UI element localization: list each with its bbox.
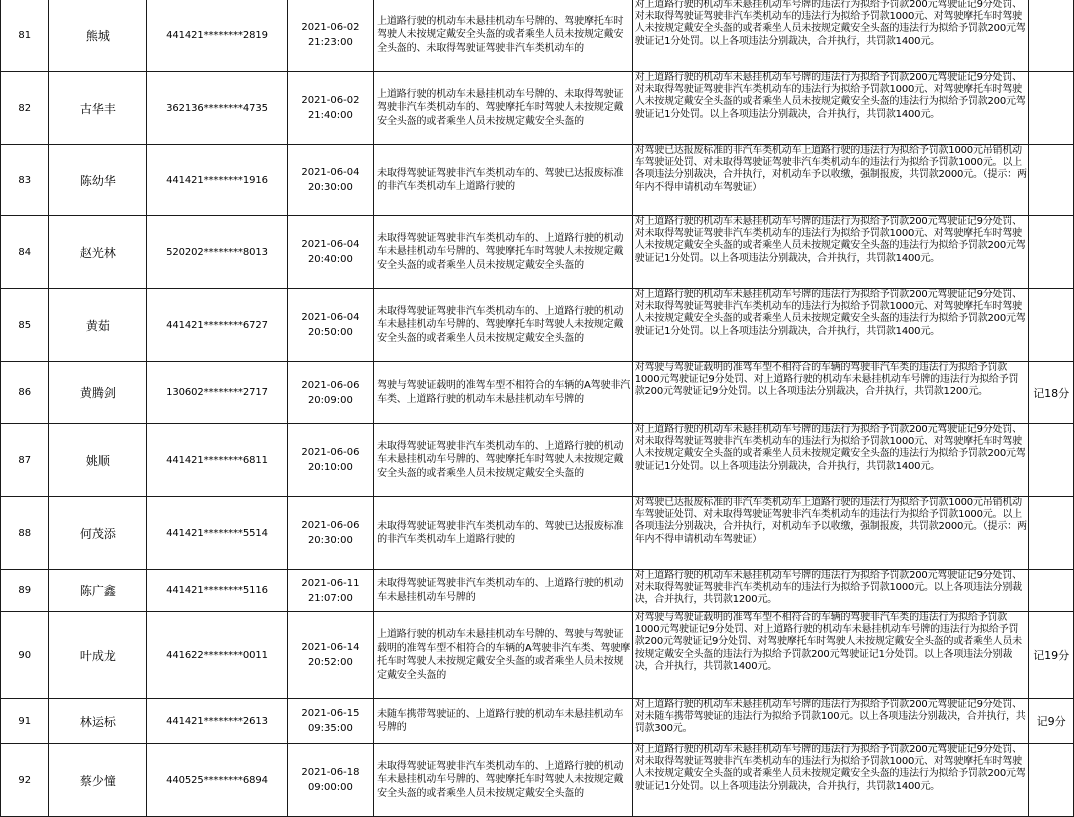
violation-acts-text: 未取得驾驶证驾驶非汽车类机动车的、驾驶已达报废标准的非汽车类机动车上道路行驶的 <box>377 167 624 192</box>
violation-datetime <box>287 289 373 362</box>
penalty-text: 对驾驶已达报废标准的非汽车类机动车上道路行驶的违法行为拟给予罚款1000元吊销机动车驾驶证处罚、对未取得驾驶证驾驶非汽车类机动车的违法行为拟给予罚款1000元。以上各项违法分别裁决，合并执行，对机动车予以收缴，强制报废，共罚款2000元。（提示：两年内不得申请机动车驾驶证） <box>634 145 1027 193</box>
penalty-text: 对上道路行驶的机动车未悬挂机动车号牌的违法行为拟给予罚款200元驾驶证记9分处罚、对未取得驾驶证驾驶非汽车类机动车的违法行为拟给予罚款1000元、对驾驶摩托车时驾驶人未按规定戴安全头盔的或者乘坐人员未按规定戴安全头盔的违法行为拟给予罚款200元驾驶证记1分处罚。以上各项违法分别裁决，合并执行，共罚款1400元。 <box>634 424 1026 472</box>
table-row <box>1 289 1074 362</box>
violation-acts-text: 上道路行驶的机动车未悬挂机动车号牌的、驾驶摩托车时驾驶人未按规定戴安全头盔的或者乘坐人员未按规定戴安全头盔的、未取得驾驶证驾驶非汽车类机动车的 <box>377 15 624 54</box>
id-number: 130602********2717 <box>147 362 287 424</box>
violation-time: 20:50:00 <box>307 327 353 338</box>
violation-datetime <box>287 0 373 72</box>
violation-acts <box>374 424 633 497</box>
id-number: 441622********0011 <box>147 612 287 699</box>
table-row <box>1 570 1074 612</box>
violation-time: 20:40:00 <box>307 254 353 265</box>
penalty-text: 对上道路行驶的机动车未悬挂机动车号牌的违法行为拟给予罚款200元驾驶证记9分处罚、对未取得驾驶证驾驶非汽车类机动车的违法行为拟给予罚款1000元、对驾驶摩托车时驾驶人未按规定戴安全头盔的或者乘坐人员未按规定戴安全头盔的违法行为拟给予罚款200元驾驶证记1分处罚。以上各项违法分别裁决，合并执行，共罚款1400元。 <box>634 216 1026 264</box>
person-name: 何茂添 <box>49 497 147 570</box>
points-deducted <box>1029 145 1074 216</box>
violation-date: 2021-06-04 <box>301 167 360 178</box>
violation-time: 09:00:00 <box>307 782 353 793</box>
table-row <box>1 72 1074 145</box>
violation-time: 20:30:00 <box>307 535 353 546</box>
person-name: 陈幼华 <box>49 145 147 216</box>
penalty-decision <box>632 145 1029 216</box>
violation-time: 20:30:00 <box>307 182 353 193</box>
penalty-decision <box>632 0 1029 72</box>
table-row <box>1 362 1074 424</box>
id-number: 520202********8013 <box>147 216 287 289</box>
violation-acts-text: 未取得驾驶证驾驶非汽车类机动车的、上道路行驶的机动车未悬挂机动车号牌的 <box>377 578 624 603</box>
penalty-decision <box>632 612 1029 699</box>
person-name: 叶成龙 <box>49 612 147 699</box>
penalty-decision <box>632 570 1029 612</box>
violation-acts <box>374 289 633 362</box>
penalty-decision <box>632 424 1029 497</box>
table-row <box>1 612 1074 699</box>
penalty-text: 对上道路行驶的机动车未悬挂机动车号牌的违法行为拟给予罚款200元驾驶证记9分处罚、对未随车携带驾驶证的违法行为拟给予罚款100元。以上各项违法分别裁决，合并执行，共罚款300元。 <box>634 699 1026 735</box>
violation-acts <box>374 570 633 612</box>
penalty-text: 对上道路行驶的机动车未悬挂机动车号牌的违法行为拟给予罚款200元驾驶证记9分处罚、对未取得驾驶证驾驶非汽车类机动车的违法行为拟给予罚款1000元、对驾驶摩托车时驾驶人未按规定戴安全头盔的或者乘坐人员未按规定戴安全头盔的违法行为拟给予罚款200元驾驶证记1分处罚。以上各项违法分别裁决，合并执行，共罚款1400元。 <box>634 289 1026 337</box>
points-deducted: 记19分 <box>1029 612 1074 699</box>
violation-acts-text: 未取得驾驶证驾驶非汽车类机动车的、上道路行驶的机动车未悬挂机动车号牌的、驾驶摩托车时驾驶人未按规定戴安全头盔的或者乘坐人员未按规定戴安全头盔的 <box>377 305 624 344</box>
penalty-decision <box>632 744 1029 817</box>
violation-acts-text: 未随车携带驾驶证的、上道路行驶的机动车未悬挂机动车号牌的 <box>377 708 624 733</box>
id-number: 441421********6811 <box>147 424 287 497</box>
violation-time: 21:23:00 <box>307 37 353 48</box>
points-deducted <box>1029 216 1074 289</box>
violation-acts <box>374 362 633 424</box>
person-name: 黄茹 <box>49 289 147 362</box>
violation-acts <box>374 699 633 744</box>
penalty-decision <box>632 289 1029 362</box>
violation-date: 2021-06-18 <box>301 767 360 778</box>
person-name: 陈广鑫 <box>49 570 147 612</box>
violation-datetime <box>287 612 373 699</box>
violation-datetime <box>287 497 373 570</box>
row-number: 85 <box>1 289 49 362</box>
violation-date: 2021-06-06 <box>301 520 360 531</box>
points-deducted <box>1029 289 1074 362</box>
violation-date: 2021-06-06 <box>301 379 360 391</box>
violation-acts-text: 未取得驾驶证驾驶非汽车类机动车的、上道路行驶的机动车未悬挂机动车号牌的、驾驶摩托车时驾驶人未按规定戴安全头盔的或者乘坐人员未按规定戴安全头盔的 <box>377 440 624 479</box>
table-row <box>1 0 1074 72</box>
violation-acts-text: 未取得驾驶证驾驶非汽车类机动车的、上道路行驶的机动车未悬挂机动车号牌的、驾驶摩托车时驾驶人未按规定戴安全头盔的或者乘坐人员未按规定戴安全头盔的 <box>377 760 624 799</box>
id-number: 441421********5514 <box>147 497 287 570</box>
points-deducted <box>1029 497 1074 570</box>
violation-date: 2021-06-02 <box>301 95 360 106</box>
penalty-text: 对上道路行驶的机动车未悬挂机动车号牌的违法行为拟给予罚款200元驾驶证记9分处罚、对未取得驾驶证驾驶非汽车类机动车的违法行为拟给予罚款1000元、对驾驶摩托车时驾驶人未按规定戴安全头盔的或者乘坐人员未按规定戴安全头盔的违法行为拟给予罚款200元驾驶证记1分处罚。以上各项违法分别裁决，合并执行，共罚款1400元。 <box>634 0 1026 47</box>
violation-datetime <box>287 72 373 145</box>
points-deducted <box>1029 72 1074 145</box>
id-number: 441421********2819 <box>147 0 287 72</box>
penalty-decision <box>632 699 1029 744</box>
violation-date: 2021-06-06 <box>301 447 360 458</box>
penalty-text: 对驾驶与驾驶证载明的准驾车型不相符合的车辆的驾驶非汽车类的违法行为拟给予罚款1000元驾驶证记9分处罚、对上道路行驶的机动车未悬挂机动车号牌的违法行为拟给予罚款200元驾驶证记9分处罚、对驾驶摩托车时驾驶人未按规定戴安全头盔的或者乘坐人员未按规定戴安全头盔的违法行为拟给予罚款200元驾驶证记1分处罚。以上各项违法分别裁决，合并执行，共罚款1400元。 <box>634 612 1022 672</box>
penalty-text: 对上道路行驶的机动车未悬挂机动车号牌的违法行为拟给予罚款200元驾驶证记9分处罚、对未取得驾驶证驾驶非汽车类机动车的违法行为拟给予罚款1000元、对驾驶摩托车时驾驶人未按规定戴安全头盔的或者乘坐人员未按规定戴安全头盔的违法行为拟给予罚款200元驾驶证记1分处罚。以上各项违法分别裁决，合并执行，共罚款1400元。 <box>634 744 1026 792</box>
violation-datetime <box>287 699 373 744</box>
penalty-decision <box>632 497 1029 570</box>
person-name: 熊城 <box>49 0 147 72</box>
id-number: 441421********5116 <box>147 570 287 612</box>
violation-date: 2021-06-04 <box>301 239 360 250</box>
penalty-decision <box>632 216 1029 289</box>
violation-acts <box>374 72 633 145</box>
table-row <box>1 145 1074 216</box>
points-deducted: 记9分 <box>1029 699 1074 744</box>
violation-time: 09:35:00 <box>307 723 353 734</box>
violation-date: 2021-06-02 <box>301 22 360 33</box>
violation-date: 2021-06-14 <box>301 642 360 653</box>
person-name: 黄腾剑 <box>49 362 147 424</box>
table-row <box>1 699 1074 744</box>
violation-acts-text: 未取得驾驶证驾驶非汽车类机动车的、上道路行驶的机动车未悬挂机动车号牌的、驾驶摩托车时驾驶人未按规定戴安全头盔的或者乘坐人员未按规定戴安全头盔的 <box>377 232 624 271</box>
points-deducted <box>1029 424 1074 497</box>
penalty-decision <box>632 72 1029 145</box>
violation-acts-text: 驾驶与驾驶证载明的准驾车型不相符合的车辆的A驾驶非汽车类、上道路行驶的机动车未悬挂机动车号牌的 <box>377 380 631 405</box>
violation-datetime <box>287 362 373 424</box>
violation-time: 21:07:00 <box>307 592 353 604</box>
violation-acts <box>374 497 633 570</box>
violation-date: 2021-06-11 <box>301 577 360 589</box>
row-number: 92 <box>1 744 49 817</box>
violation-acts <box>374 612 633 699</box>
points-deducted <box>1029 0 1074 72</box>
violation-acts <box>374 0 633 72</box>
person-name: 蔡少憧 <box>49 744 147 817</box>
id-number: 441421********2613 <box>147 699 287 744</box>
table-row <box>1 744 1074 817</box>
points-deducted <box>1029 570 1074 612</box>
violation-datetime <box>287 216 373 289</box>
row-number: 89 <box>1 570 49 612</box>
row-number: 82 <box>1 72 49 145</box>
violation-acts <box>374 145 633 216</box>
person-name: 赵光林 <box>49 216 147 289</box>
violation-datetime <box>287 744 373 817</box>
violation-date: 2021-06-15 <box>301 708 360 719</box>
violation-acts <box>374 216 633 289</box>
row-number: 90 <box>1 612 49 699</box>
id-number: 362136********4735 <box>147 72 287 145</box>
penalty-text: 对驾驶已达报废标准的非汽车类机动车上道路行驶的违法行为拟给予罚款1000元吊销机动车驾驶证处罚、对未取得驾驶证驾驶非汽车类机动车的违法行为拟给予罚款1000元。以上各项违法分别裁决，合并执行，对机动车予以收缴，强制报废，共罚款2000元。（提示：两年内不得申请机动车驾驶证） <box>634 497 1027 545</box>
violation-date: 2021-06-04 <box>301 312 360 323</box>
id-number: 441421********6727 <box>147 289 287 362</box>
penalty-text: 对驾驶与驾驶证载明的准驾车型不相符合的车辆的驾驶非汽车类的违法行为拟给予罚款1000元驾驶证记9分处罚、对上道路行驶的机动车未悬挂机动车号牌的违法行为拟给予罚款200元驾驶证记9分处罚。以上各项违法分别裁决，合并执行，共罚款1200元。 <box>634 362 1019 398</box>
id-number: 441421********1916 <box>147 145 287 216</box>
table-row <box>1 216 1074 289</box>
violation-datetime <box>287 424 373 497</box>
violation-datetime <box>287 145 373 216</box>
points-deducted: 记18分 <box>1029 362 1074 424</box>
row-number: 87 <box>1 424 49 497</box>
penalty-text: 对上道路行驶的机动车未悬挂机动车号牌的违法行为拟给予罚款200元驾驶证记9分处罚、对未取得驾驶证驾驶非汽车类机动车的违法行为拟给予罚款1000元、对驾驶摩托车时驾驶人未按规定戴安全头盔的或者乘坐人员未按规定戴安全头盔的违法行为拟给予罚款200元驾驶证记1分处罚。以上各项违法分别裁决，合并执行，共罚款1400元。 <box>634 72 1026 120</box>
person-name: 林运标 <box>49 699 147 744</box>
table-row <box>1 424 1074 497</box>
violation-time: 21:40:00 <box>307 110 353 121</box>
violation-time: 20:10:00 <box>307 462 353 473</box>
violation-time: 20:09:00 <box>307 394 353 406</box>
row-number: 91 <box>1 699 49 744</box>
row-number: 86 <box>1 362 49 424</box>
violation-acts <box>374 744 633 817</box>
points-deducted <box>1029 744 1074 817</box>
row-number: 81 <box>1 0 49 72</box>
row-number: 88 <box>1 497 49 570</box>
violation-acts-text: 上道路行驶的机动车未悬挂机动车号牌的、未取得驾驶证驾驶非汽车类机动车的、驾驶摩托车时驾驶人未按规定戴安全头盔的或者乘坐人员未按规定戴安全头盔的 <box>377 88 624 127</box>
violation-datetime <box>287 570 373 612</box>
id-number: 440525********6894 <box>147 744 287 817</box>
person-name: 姚顺 <box>49 424 147 497</box>
violation-acts-text: 上道路行驶的机动车未悬挂机动车号牌的、驾驶与驾驶证载明的准驾车型不相符合的车辆的A驾驶非汽车类、驾驶摩托车时驾驶人未按规定戴安全头盔的或者乘坐人员未按规定戴安全头盔的 <box>377 629 631 681</box>
penalty-decision <box>632 362 1029 424</box>
person-name: 古华丰 <box>49 72 147 145</box>
violation-time: 20:52:00 <box>307 657 353 668</box>
row-number: 84 <box>1 216 49 289</box>
penalty-text: 对上道路行驶的机动车未悬挂机动车号牌的违法行为拟给予罚款200元驾驶证记9分处罚、对未取得驾驶证驾驶非汽车类机动车的违法行为拟给予罚款1000元。以上各项违法分别裁决，合并执行，共罚款1200元。 <box>634 570 1022 606</box>
table-row <box>1 497 1074 570</box>
row-number: 83 <box>1 145 49 216</box>
violation-acts-text: 未取得驾驶证驾驶非汽车类机动车的、驾驶已达报废标准的非汽车类机动车上道路行驶的 <box>377 520 624 545</box>
